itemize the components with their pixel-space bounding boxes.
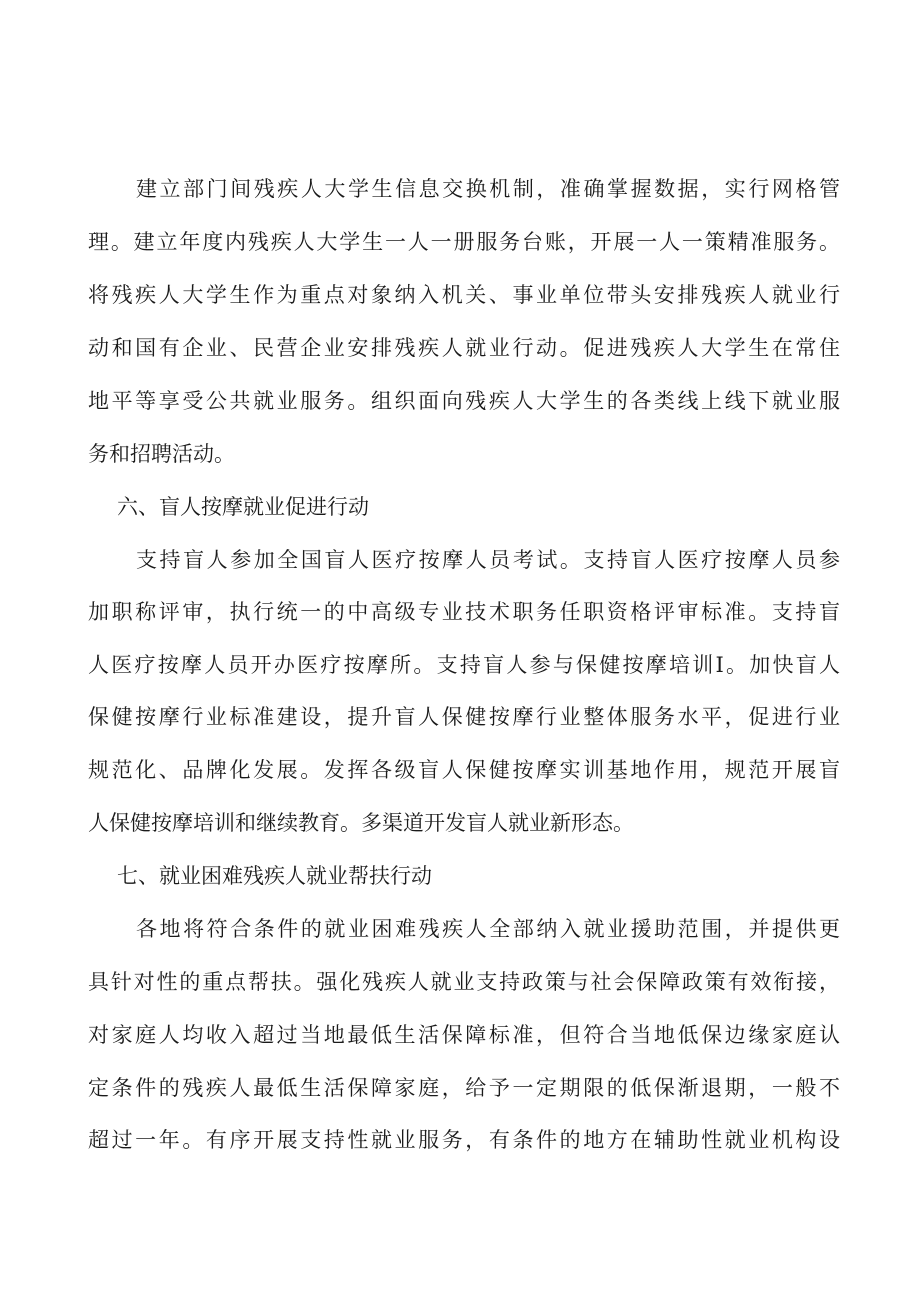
paragraph-1-line-2: 理。建立年度内残疾人大学生一人一册服务台账，开展一人一策精准服务。 <box>88 230 840 254</box>
paragraph-1-line-6: 务和招聘活动。 <box>88 442 235 466</box>
paragraph-3-line-4: 定条件的残疾人最低生活保障家庭，给予一定期限的低保渐退期，一般不 <box>88 1076 840 1100</box>
paragraph-3-line-5: 超过一年。有序开展支持性就业服务，有条件的地方在辅助性就业机构设 <box>88 1128 840 1152</box>
paragraph-3-line-1: 各地将符合条件的就业困难残疾人全部纳入就业援助范围，并提供更 <box>136 917 840 941</box>
paragraph-2-line-6: 人保健按摩培训和继续教育。多渠道开发盲人就业新形态。 <box>88 811 634 835</box>
paragraph-1-line-4: 动和国有企业、民营企业安排残疾人就业行动。促进残疾人大学生在常住 <box>88 336 840 360</box>
paragraph-3-line-3: 对家庭人均收入超过当地最低生活保障标准，但符合当地低保边缘家庭认 <box>88 1023 840 1047</box>
paragraph-2-line-5: 规范化、品牌化发展。发挥各级盲人保健按摩实训基地作用，规范开展盲 <box>88 758 840 782</box>
section-heading-7: 七、就业困难残疾人就业帮扶行动 <box>117 864 432 888</box>
section-heading-6: 六、盲人按摩就业促进行动 <box>117 495 369 519</box>
paragraph-2-line-3: 人医疗按摩人员开办医疗按摩所。支持盲人参与保健按摩培训I。加快盲人 <box>88 653 840 677</box>
paragraph-2-line-1: 支持盲人参加全国盲人医疗按摩人员考试。支持盲人医疗按摩人员参 <box>136 548 840 572</box>
paragraph-2-line-2: 加职称评审，执行统一的中高级专业技术职务任职资格评审标准。支持盲 <box>88 600 840 624</box>
paragraph-2-line-4: 保健按摩行业标准建设，提升盲人保健按摩行业整体服务水平，促进行业 <box>88 705 840 729</box>
paragraph-1-line-5: 地平等享受公共就业服务。组织面向残疾人大学生的各类线上线下就业服 <box>88 389 840 413</box>
paragraph-1-line-1: 建立部门间残疾人大学生信息交换机制，准确掌握数据，实行网格管 <box>136 177 840 201</box>
paragraph-3-line-2: 具针对性的重点帮扶。强化残疾人就业支持政策与社会保障政策有效衔接， <box>88 970 840 994</box>
paragraph-1-line-3: 将残疾人大学生作为重点对象纳入机关、事业单位带头安排残疾人就业行 <box>88 283 840 307</box>
